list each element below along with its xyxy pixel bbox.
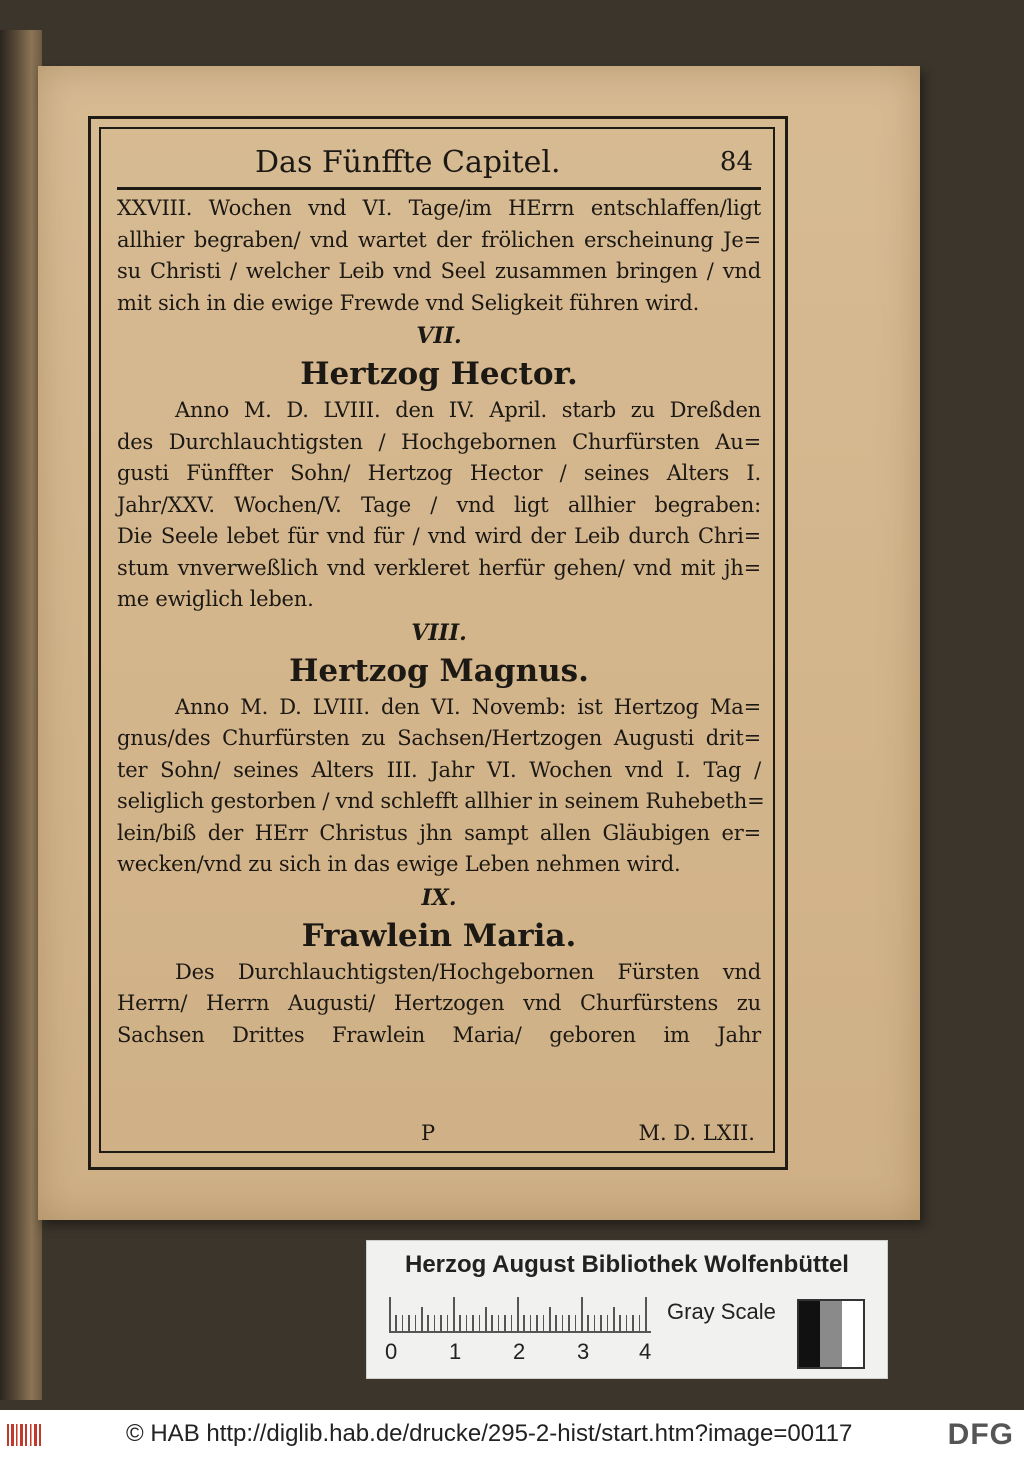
ruler-tick [587,1315,589,1331]
ruler-tick [639,1315,641,1331]
page-border-inner [99,127,775,1153]
section-title: Hertzog Magnus. [289,652,589,689]
ruler-label: 2 [513,1339,526,1364]
ruler-tick [530,1315,532,1331]
ruler-tick [434,1315,436,1331]
text-line: Sachsen Drittes Frawlein Maria/ geboren im Jahr [117,1022,761,1047]
running-head: Das Fünffte Capitel. [255,145,561,180]
text-line: me ewiglich leben. [117,587,314,611]
page-border-outer [88,116,788,1170]
ruler-tick [549,1307,551,1331]
section-numeral: VII. [416,323,462,349]
ruler-tick [459,1315,461,1331]
scale-ruler [389,1295,651,1333]
ruler-tick [485,1307,487,1331]
gray-chip-mid [820,1301,841,1367]
ruler-labels [367,1339,667,1369]
ruler-tick [440,1315,442,1331]
text-line: gnus/des Churfürsten zu Sachsen/Hertzogen Augusti drit= [117,726,761,750]
ruler-tick [408,1315,410,1331]
ruler-tick [491,1315,493,1331]
ruler-tick [453,1297,455,1331]
ruler-tick [543,1315,545,1331]
ruler-tick [498,1315,500,1331]
ruler-tick [447,1315,449,1331]
ruler-tick [600,1315,602,1331]
catchword: M. D. LXII. [638,1121,755,1145]
ruler-tick [645,1297,647,1331]
text-line: su Christi / welcher Leib vnd Seel zusammen bringen / vnd [117,259,761,283]
ruler-tick [517,1297,519,1331]
ruler-tick [562,1315,564,1331]
text-line: Anno M. D. LVIII. den IV. April. starb zu Dreßden [175,398,761,422]
ruler-tick [607,1315,609,1331]
ruler-tick [472,1315,474,1331]
ruler-tick [402,1315,404,1331]
color-reference-card [366,1240,888,1379]
previous-page-edge [0,30,42,1400]
page-header [115,141,759,187]
ruler-tick [555,1315,557,1331]
ruler-label: 1 [449,1339,462,1364]
ruler-tick [619,1315,621,1331]
section-numeral: VIII. [411,619,467,646]
library-name: Herzog August Bibliothek Wolfenbüttel [405,1251,849,1278]
text-line: ter Sohn/ seines Alters III. Jahr VI. Wochen vnd I. Tag / [117,757,761,782]
ruler-tick [421,1307,423,1331]
text-line: Des Durchlauchtigsten/Hochgebornen Fürsten vnd [175,959,761,984]
footer-bar [0,1410,1024,1457]
ruler-tick [581,1297,583,1331]
ruler-tick [511,1315,513,1331]
text-line: Herrn/ Herrn Augusti/ Hertzogen vnd Churfürstens zu [117,991,761,1015]
ruler-label: 0 [385,1339,398,1364]
section-numeral: IX. [421,884,457,911]
ruler-tick [575,1315,577,1331]
page-number: 84 [719,147,753,177]
header-rule [117,187,761,190]
ruler-tick [523,1315,525,1331]
text-line: seliglich gestorben / vnd schlefft allhier in seinem Ruhebeth= [117,789,765,813]
ruler-tick [466,1315,468,1331]
ruler-tick [479,1315,481,1331]
dfg-logo: DFG [947,1418,1014,1451]
text-line: Anno M. D. LVIII. den VI. Novemb: ist Hertzog Ma= [175,694,761,719]
page-text [117,193,765,1051]
ruler-tick [427,1315,429,1331]
ruler-label: 3 [577,1339,590,1364]
ruler-tick [568,1315,570,1331]
text-line: lein/biß der HErr Christus jhn sampt allen Gläubigen er= [117,820,761,845]
text-line: mit sich in die ewige Frewde vnd Seligkeit führen wird. [117,290,700,315]
ruler-tick [389,1297,391,1331]
book-page [38,66,920,1220]
barcode-icon [6,1422,42,1448]
copyright-url[interactable]: © HAB http://diglib.hab.de/drucke/295-2-hist/start.htm?image=00117 [126,1420,853,1447]
ruler-tick [504,1315,506,1331]
signature-mark: P [421,1121,436,1145]
text-line: wecken/vnd zu sich in das ewige Leben nehmen wird. [117,852,681,876]
catchword-line [117,1115,761,1147]
ruler-tick [632,1315,634,1331]
gray-chip-black [799,1301,820,1367]
text-line: Jahr/XXV. Wochen/V. Tage / vnd ligt allhier begraben: [117,492,761,517]
section-title: Hertzog Hector. [300,356,578,392]
text-line: XXVIII. Wochen vnd VI. Tage/im HErrn entschlaffen/ligt [117,196,761,220]
text-line: Die Seele lebet für vnd für / vnd wird der Leib durch Chri= [117,524,761,548]
text-line: des Durchlauchtigsten / Hochgebornen Churfürsten Au= [117,429,761,454]
ruler-tick [415,1315,417,1331]
ruler-tick [626,1315,628,1331]
text-line: allhier begraben/ vnd wartet der frölichen erscheinung Je= [117,227,761,252]
ruler-tick [536,1315,538,1331]
gray-scale-label: Gray Scale [667,1299,776,1324]
ruler-tick [395,1315,397,1331]
ruler-label: 4 [639,1339,652,1364]
ruler-tick [613,1307,615,1331]
gray-chip-white [842,1301,863,1367]
text-line: gusti Fünffter Sohn/ Hertzog Hector / seines Alters I. [117,461,761,485]
text-line: stum vnverweßlich vnd verkleret herfür gehen/ vnd mit jh= [117,555,761,580]
section-title: Frawlein Maria. [301,917,577,954]
ruler-tick [594,1315,596,1331]
gray-scale-chips [797,1299,865,1369]
